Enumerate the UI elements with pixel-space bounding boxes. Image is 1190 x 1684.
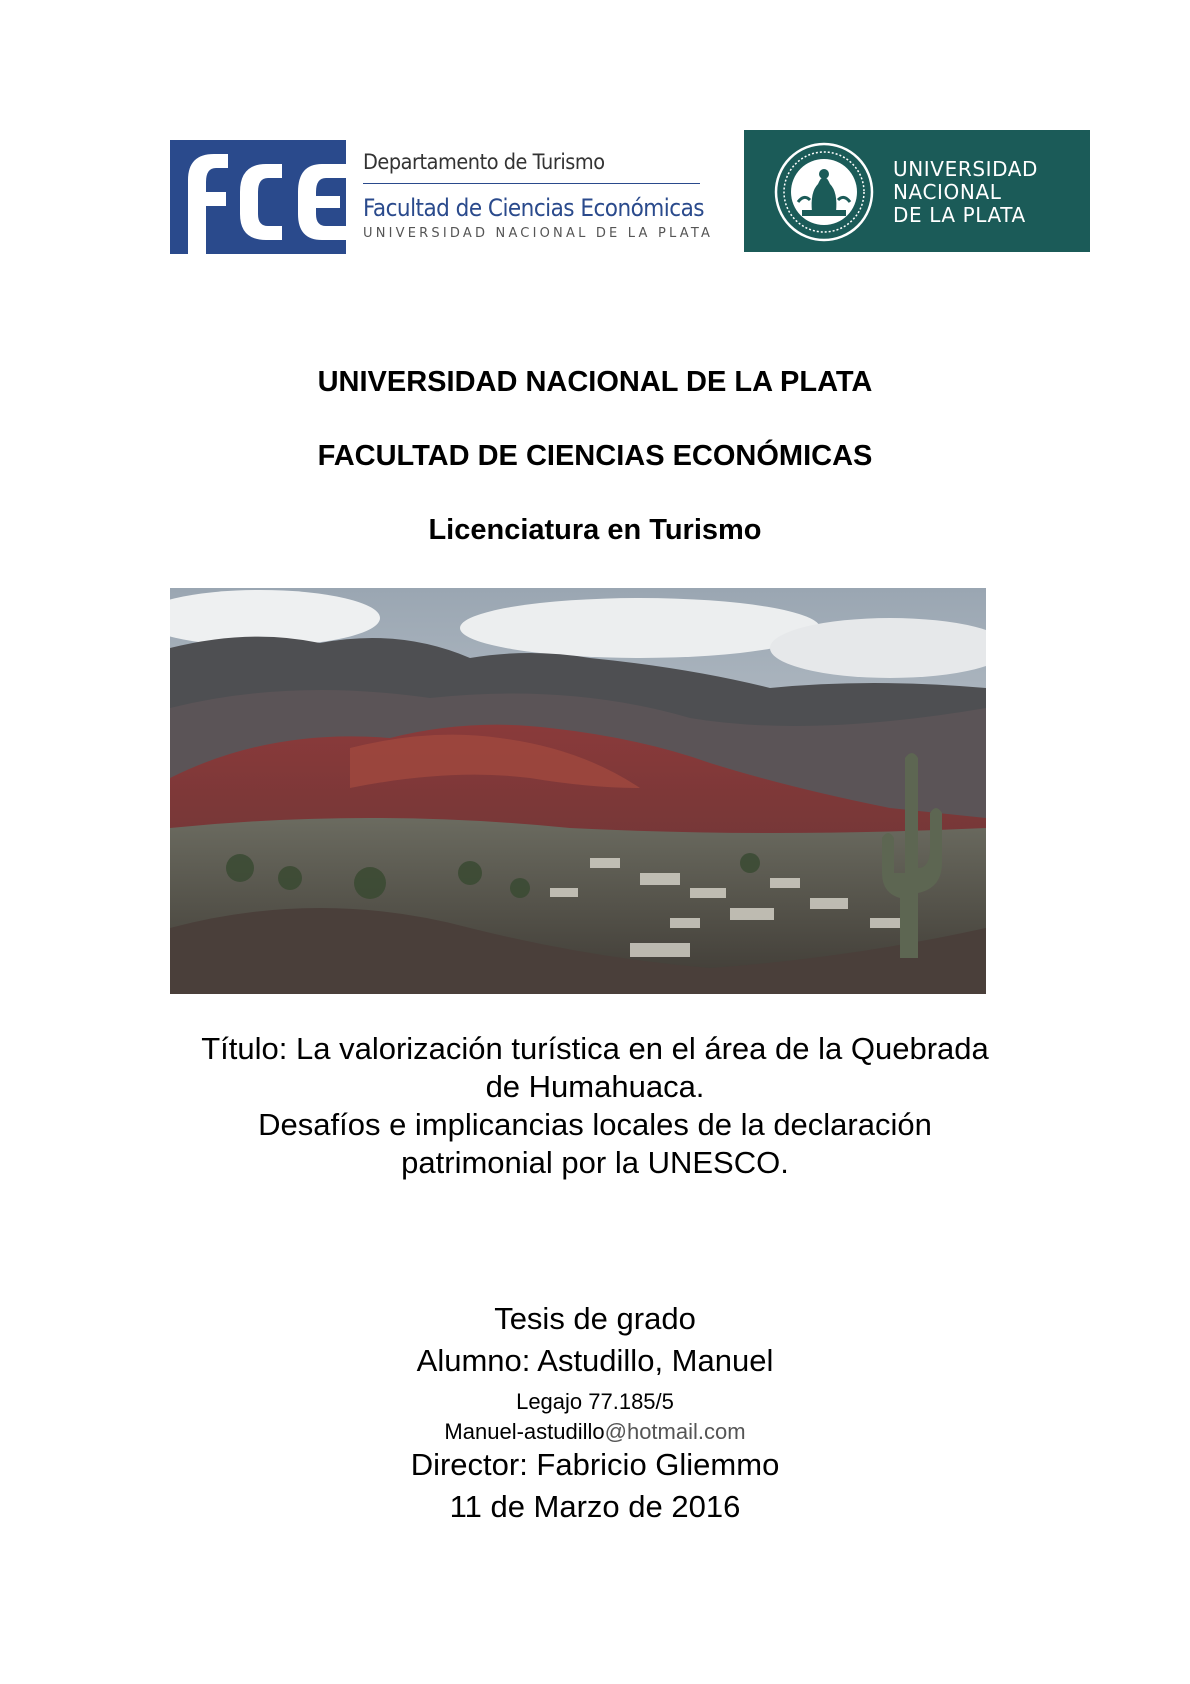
degree-heading: Licenciatura en Turismo <box>428 514 762 546</box>
university-heading: UNIVERSIDAD NACIONAL DE LA PLATA <box>317 366 873 398</box>
unlp-logo <box>744 130 1090 252</box>
title-line-3: Desafíos e implicancias locales de la declaración <box>258 1107 932 1142</box>
unlp-line2: NACIONAL <box>893 180 1002 204</box>
fce-logo <box>170 140 714 256</box>
cover-photo <box>170 588 986 994</box>
thesis-type: Tesis de grado <box>494 1301 696 1336</box>
email-user: Manuel-astudillo <box>444 1419 605 1444</box>
unlp-seal-icon <box>774 142 874 242</box>
thesis-title <box>120 1030 1070 1182</box>
faculty-heading: FACULTAD DE CIENCIAS ECONÓMICAS <box>317 440 873 472</box>
fce-faculty: Facultad de Ciencias Económicas <box>363 194 705 222</box>
title-line-1: Título: La valorización turística en el área de la Quebrada <box>201 1031 989 1066</box>
title-line-2: de Humahuaca. <box>485 1069 705 1104</box>
title-line-4: patrimonial por la UNESCO. <box>401 1145 789 1180</box>
fce-logo-text <box>363 150 714 241</box>
student-email <box>0 1419 1190 1445</box>
fce-logo-mark <box>170 140 346 254</box>
thesis-date: 11 de Marzo de 2016 <box>449 1489 741 1524</box>
fce-divider <box>363 183 700 184</box>
student-legajo: Legajo 77.185/5 <box>516 1389 674 1414</box>
unlp-logo-text <box>893 158 1038 227</box>
student-name: Alumno: Astudillo, Manuel <box>416 1343 774 1378</box>
fce-university: UNIVERSIDAD NACIONAL DE LA PLATA <box>363 226 714 241</box>
fce-department: Departamento de Turismo <box>363 150 605 174</box>
unlp-line1: UNIVERSIDAD <box>893 157 1039 181</box>
unlp-line3: DE LA PLATA <box>893 203 1026 227</box>
director-name: Director: Fabricio Gliemmo <box>410 1447 780 1482</box>
email-domain: @hotmail.com <box>604 1419 746 1444</box>
